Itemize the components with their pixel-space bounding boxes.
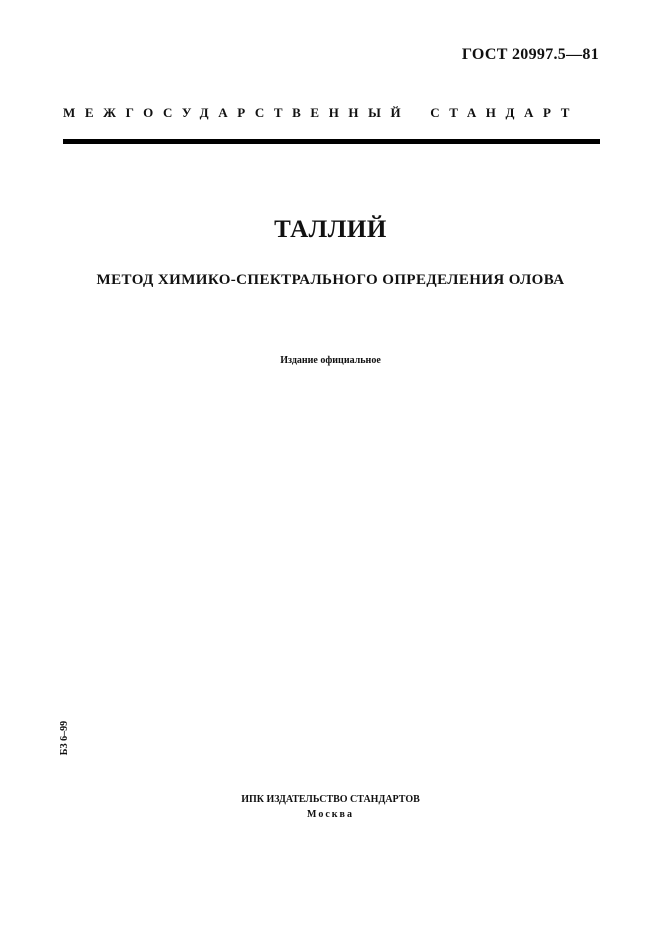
publisher-name: ИПК ИЗДАТЕЛЬСТВО СТАНДАРТОВ [241, 794, 420, 805]
standard-type-heading [63, 105, 603, 121]
standard-type-word-interstate: МЕЖГОСУДАРСТВЕННЫЙ [63, 105, 411, 120]
document-number: ГОСТ 20997.5—81 [461, 46, 599, 63]
header-divider-rule [63, 139, 600, 144]
edition-note: Издание официальное [280, 355, 381, 366]
document-subtitle: МЕТОД ХИМИКО-СПЕКТРАЛЬНОГО ОПРЕДЕЛЕНИЯ ОЛОВА [96, 272, 565, 288]
publisher-city: Москва [307, 809, 354, 820]
document-title: ТАЛЛИЙ [274, 216, 387, 243]
standard-type-word-standard: СТАНДАРТ [430, 105, 580, 120]
side-catalog-code: БЗ 6–99 [59, 720, 70, 756]
